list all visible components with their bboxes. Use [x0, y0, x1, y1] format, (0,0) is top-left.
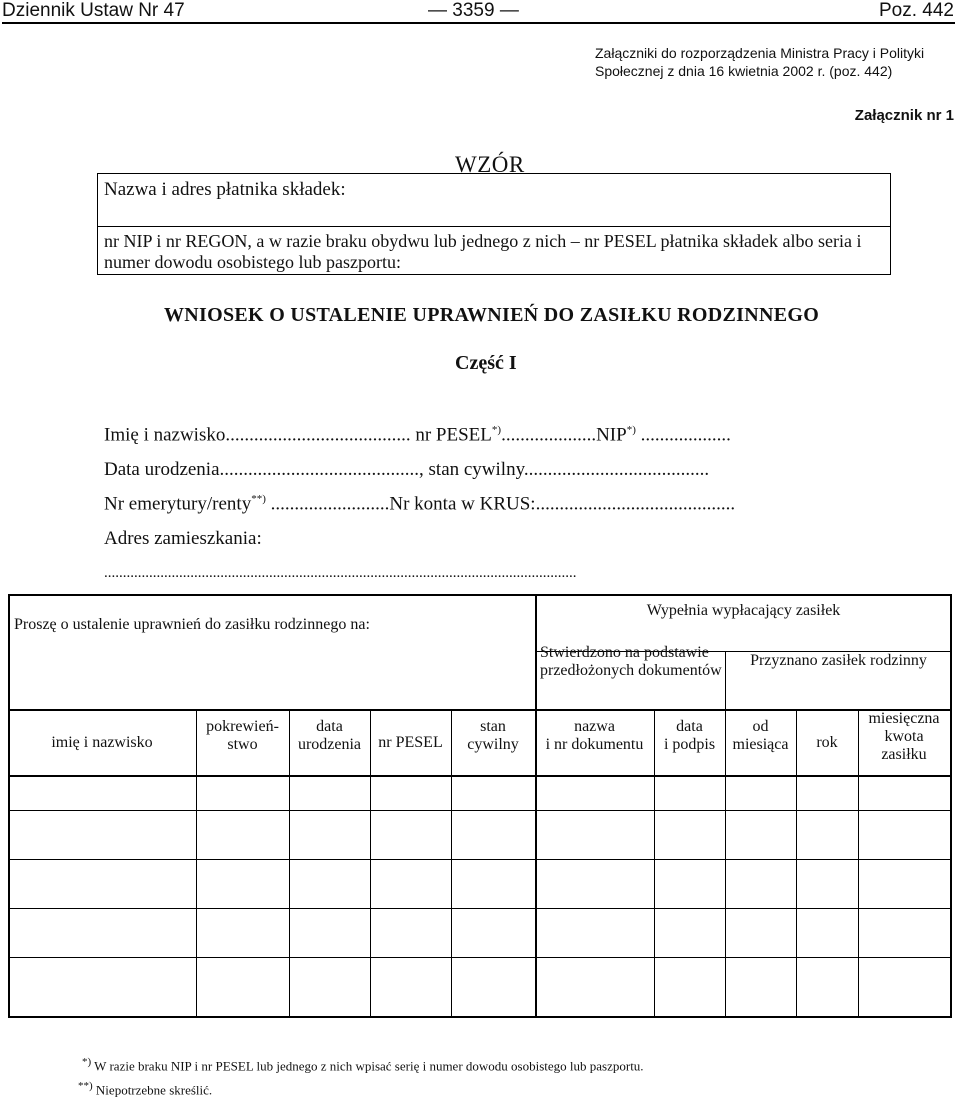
nip-dots: ................... — [635, 424, 731, 446]
footnote-2-text: Niepotrzebne skreślić. — [92, 1082, 213, 1098]
payer-name-label: Nazwa i adres płatnika składek: — [104, 179, 346, 200]
position-number: Poz. 442 — [879, 0, 954, 21]
table-row-line — [8, 957, 952, 958]
attachment-number: Załącznik nr 1 — [854, 107, 954, 124]
col-header-pesel: nr PESEL — [378, 734, 443, 751]
col-header-sign: data i podpis — [663, 718, 716, 753]
col-header-amount: miesięczna kwota zasiłku — [868, 710, 940, 763]
col-header-name: imię i nazwisko — [51, 734, 153, 751]
field-pension-krus — [104, 493, 735, 515]
name-field-label: Imię i nazwisko....................................... — [104, 424, 411, 446]
table-column-header-bottom — [8, 775, 952, 777]
footnote-2 — [78, 1080, 212, 1098]
application-table — [8, 594, 952, 1018]
col-header-document: nazwa i nr dokumentu — [545, 718, 644, 753]
table-top-border — [8, 594, 952, 596]
table-header-divider — [8, 709, 952, 711]
payer-box-divider — [98, 226, 890, 227]
header-rule — [2, 22, 955, 24]
field-birth-status: Data urodzenia.........................................., stan cywilny....................................... — [104, 459, 710, 480]
col-header-birth: data urodzenia — [297, 718, 362, 753]
address-label: Adres zamieszkania: — [104, 528, 262, 549]
col-header-status: stan cywilny — [467, 718, 519, 753]
table-row-line — [8, 859, 952, 860]
column-divider — [725, 709, 726, 1018]
field-name-pesel-nip — [104, 424, 731, 446]
column-divider — [196, 709, 197, 1018]
request-label: Proszę o ustalenie uprawnień do zasiłku rodzinnego na: — [14, 616, 370, 633]
pension-field-label: Nr emerytury/renty — [104, 493, 252, 515]
template-label: WZÓR — [455, 152, 525, 177]
table-section-divider — [535, 594, 537, 1018]
col-header-year: rok — [816, 734, 838, 751]
pesel-dots: ....................NIP — [501, 424, 627, 446]
stated-label: Stwierdzono na podstawie przedłożonych dokumentów — [540, 644, 722, 679]
attachment-note: Załączniki do rozporządzenia Ministra Pracy i Polityki Społecznej z dnia 16 kwietnia 2002 r. (poz. 442) — [595, 45, 925, 79]
column-divider — [654, 709, 655, 1018]
table-bottom-border — [8, 1016, 952, 1018]
pesel-field-label: nr PESEL — [410, 424, 492, 446]
footnote-2-mark: **) — [78, 1080, 93, 1092]
nip-footnote-mark: *) — [626, 424, 636, 436]
journal-title: Dziennik Ustaw Nr 47 — [2, 0, 185, 21]
footnote-1-mark: *) — [82, 1056, 92, 1068]
part-label: Część I — [455, 352, 517, 374]
col-header-kinship: pokrewień- stwo — [206, 718, 279, 753]
payer-nip-label: nr NIP i nr REGON, a w razie braku obydwu lub jednego z nich – nr PESEL płatnika składek albo seria i numer dowodu osobistego lub paszportu: — [104, 231, 862, 272]
pesel-footnote-mark: *) — [491, 424, 502, 436]
column-divider — [451, 709, 452, 1018]
granted-label: Przyznano zasiłek rodzinny — [750, 652, 927, 669]
payer-fills-label: Wypełnia wypłacający zasiłek — [646, 602, 841, 619]
table-row-line — [8, 908, 952, 909]
column-divider — [370, 709, 371, 1018]
form-title: WNIOSEK O USTALENIE UPRAWNIEŃ DO ZASIŁKU RODZINNEGO — [164, 304, 820, 326]
krus-field-label: .........................Nr konta w KRUS:.......................................... — [265, 493, 736, 515]
table-row-line — [8, 810, 952, 811]
column-divider — [796, 709, 797, 1018]
col-header-from-month: od miesiąca — [732, 718, 789, 753]
payer-box — [97, 173, 891, 275]
page-number: — 3359 — — [428, 0, 519, 21]
column-divider — [289, 709, 290, 1018]
pension-footnote-mark: **) — [251, 493, 266, 505]
address-dots: .............................................................................................................................. — [104, 565, 577, 581]
table-left-border — [8, 594, 10, 1018]
footnote-1-text: W razie braku NIP i nr PESEL lub jednego z nich wpisać serię i numer dowodu osobistego lub paszportu. — [91, 1058, 644, 1074]
footnote-1 — [82, 1056, 644, 1074]
